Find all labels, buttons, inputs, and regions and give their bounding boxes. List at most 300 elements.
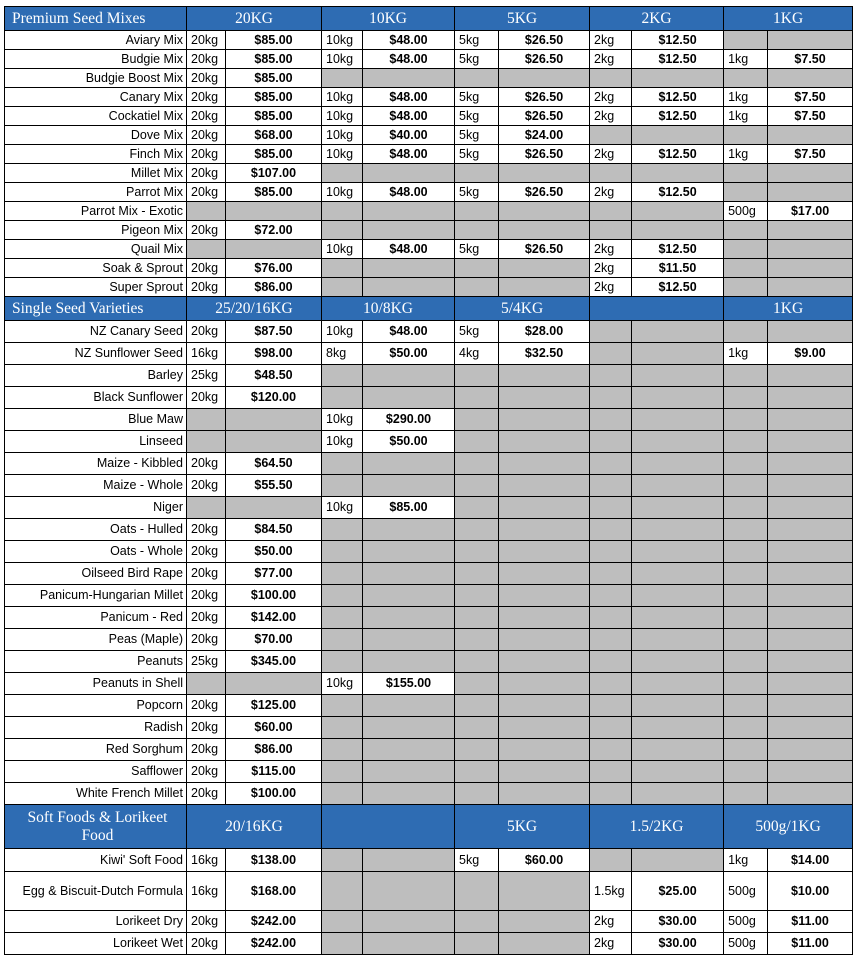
pack-size: 25kg [187,365,226,387]
pack-size: 10kg [322,240,363,259]
empty-cell [455,431,499,453]
size-column-header: 2KG [590,7,724,31]
empty-cell [724,651,768,673]
price: $14.00 [768,849,853,872]
empty-cell [590,343,632,365]
product-name: Maize - Whole [5,475,187,497]
pack-size: 10kg [322,145,363,164]
empty-cell [455,497,499,519]
product-name: Quail Mix [5,240,187,259]
empty-cell [499,563,590,585]
price: $26.50 [499,183,590,202]
empty-cell [632,519,724,541]
pack-size: 20kg [187,387,226,409]
product-name: Peanuts [5,651,187,673]
pack-size: 20kg [187,629,226,651]
empty-cell [499,278,590,297]
empty-cell [590,717,632,739]
price: $68.00 [226,126,322,145]
product-name: Panicum - Red [5,607,187,629]
empty-cell [455,164,499,183]
empty-cell [363,541,455,563]
product-row-budgie-mix [5,50,853,69]
price: $242.00 [226,911,322,933]
pack-size: 2kg [590,240,632,259]
empty-cell [455,629,499,651]
empty-cell [724,607,768,629]
price: $48.00 [363,240,455,259]
empty-cell [455,911,499,933]
empty-cell [499,202,590,221]
product-name: Canary Mix [5,88,187,107]
product-name: Oats - Hulled [5,519,187,541]
empty-cell [499,695,590,717]
empty-cell [632,343,724,365]
price: $7.50 [768,107,853,126]
pack-size: 2kg [590,933,632,955]
empty-cell [632,585,724,607]
pack-size: 10kg [322,673,363,695]
empty-cell [768,126,853,145]
price: $30.00 [632,933,724,955]
price: $168.00 [226,872,322,911]
empty-cell [632,69,724,88]
pack-size: 10kg [322,497,363,519]
pack-size: 10kg [322,126,363,145]
empty-cell [322,453,363,475]
size-column-header: 1.5/2KG [590,805,724,849]
pack-size: 20kg [187,278,226,297]
empty-cell [499,387,590,409]
empty-cell [590,541,632,563]
product-row-panicum-red [5,607,853,629]
pack-size: 5kg [455,31,499,50]
empty-cell [768,497,853,519]
price: $26.50 [499,50,590,69]
empty-cell [632,431,724,453]
product-name: Super Sprout [5,278,187,297]
empty-cell [768,761,853,783]
product-row-maize-whole [5,475,853,497]
product-name: Lorikeet Dry [5,911,187,933]
empty-cell [768,585,853,607]
empty-cell [590,202,632,221]
price: $26.50 [499,107,590,126]
empty-cell [499,164,590,183]
empty-cell [363,872,455,911]
empty-cell [363,695,455,717]
price: $17.00 [768,202,853,221]
price-list-table [4,6,853,955]
product-row-safflower [5,761,853,783]
price: $12.50 [632,31,724,50]
size-column-header: 10KG [322,7,455,31]
empty-cell [363,202,455,221]
product-row-canary-mix [5,88,853,107]
product-row-niger [5,497,853,519]
empty-cell [322,221,363,240]
empty-cell [363,387,455,409]
empty-cell [632,202,724,221]
price: $25.00 [632,872,724,911]
pack-size: 20kg [187,453,226,475]
empty-cell [768,563,853,585]
product-name: Blue Maw [5,409,187,431]
product-row-lorikeet-dry [5,911,853,933]
pack-size: 20kg [187,221,226,240]
pack-size: 20kg [187,695,226,717]
empty-cell [322,933,363,955]
empty-cell [499,911,590,933]
empty-cell [724,387,768,409]
price: $50.00 [363,343,455,365]
pack-size: 5kg [455,321,499,343]
empty-cell [768,387,853,409]
product-row-linseed [5,431,853,453]
product-row-panicum-hungarian-millet [5,585,853,607]
empty-cell [322,278,363,297]
empty-cell [499,497,590,519]
empty-cell [363,519,455,541]
pack-size: 10kg [322,107,363,126]
product-name: Soak & Sprout [5,259,187,278]
empty-cell [590,497,632,519]
pack-size: 2kg [590,911,632,933]
empty-cell [768,519,853,541]
empty-cell [455,739,499,761]
empty-cell [768,259,853,278]
price: $85.00 [226,107,322,126]
pack-size: 20kg [187,321,226,343]
price: $48.00 [363,321,455,343]
pack-size: 500g [724,202,768,221]
pack-size: 10kg [322,409,363,431]
empty-cell [724,31,768,50]
pack-size: 2kg [590,259,632,278]
empty-cell [724,585,768,607]
empty-cell [590,221,632,240]
empty-cell [455,278,499,297]
empty-cell [590,563,632,585]
price: $40.00 [363,126,455,145]
price: $70.00 [226,629,322,651]
pack-size: 5kg [455,145,499,164]
pack-size: 20kg [187,88,226,107]
empty-cell [768,783,853,805]
empty-cell [455,717,499,739]
empty-cell [499,783,590,805]
empty-cell [363,475,455,497]
price: $26.50 [499,145,590,164]
price: $77.00 [226,563,322,585]
empty-cell [455,259,499,278]
size-column-header: 500g/1KG [724,805,853,849]
empty-cell [590,126,632,145]
empty-cell [322,259,363,278]
section-header-single-seed-varieties [5,297,853,321]
empty-cell [322,541,363,563]
empty-cell [499,651,590,673]
price: $48.00 [363,145,455,164]
empty-cell [724,69,768,88]
empty-cell [768,453,853,475]
pack-size: 20kg [187,519,226,541]
product-row-parrot-mix-exotic [5,202,853,221]
product-name: Parrot Mix - Exotic [5,202,187,221]
empty-cell [455,519,499,541]
price: $60.00 [499,849,590,872]
price: $120.00 [226,387,322,409]
empty-cell [724,278,768,297]
price-list-body [5,7,853,955]
price: $86.00 [226,278,322,297]
empty-cell [724,453,768,475]
empty-cell [499,629,590,651]
price: $290.00 [363,409,455,431]
empty-cell [322,783,363,805]
empty-cell [590,651,632,673]
price: $7.50 [768,145,853,164]
pack-size: 20kg [187,107,226,126]
pack-size: 20kg [187,761,226,783]
product-row-oats-whole [5,541,853,563]
empty-cell [768,651,853,673]
pack-size: 20kg [187,126,226,145]
empty-cell [499,541,590,563]
product-name: Peanuts in Shell [5,673,187,695]
empty-cell [632,563,724,585]
empty-cell [363,453,455,475]
product-row-finch-mix [5,145,853,164]
price: $86.00 [226,739,322,761]
product-name: Lorikeet Wet [5,933,187,955]
empty-cell [590,673,632,695]
empty-cell [499,933,590,955]
empty-cell [632,126,724,145]
empty-cell [590,783,632,805]
price: $12.50 [632,240,724,259]
empty-cell [455,563,499,585]
empty-cell [363,783,455,805]
empty-cell [499,221,590,240]
price: $85.00 [226,69,322,88]
empty-cell [322,761,363,783]
pack-size: 1.5kg [590,872,632,911]
empty-cell [499,585,590,607]
empty-cell [322,563,363,585]
empty-cell [768,221,853,240]
empty-cell [455,695,499,717]
price: $142.00 [226,607,322,629]
empty-cell [590,409,632,431]
empty-cell [590,365,632,387]
empty-cell [187,673,226,695]
pack-size: 1kg [724,145,768,164]
product-name: Radish [5,717,187,739]
product-name: Finch Mix [5,145,187,164]
product-row-peanuts-in-shell [5,673,853,695]
pack-size: 5kg [455,240,499,259]
pack-size: 2kg [590,183,632,202]
size-column-header [322,805,455,849]
empty-cell [632,607,724,629]
empty-cell [768,321,853,343]
pack-size: 1kg [724,343,768,365]
price: $115.00 [226,761,322,783]
pack-size: 20kg [187,607,226,629]
pack-size: 2kg [590,50,632,69]
empty-cell [455,387,499,409]
pack-size: 25kg [187,651,226,673]
pack-size: 10kg [322,31,363,50]
price: $11.00 [768,933,853,955]
empty-cell [455,453,499,475]
price: $26.50 [499,31,590,50]
empty-cell [363,629,455,651]
price: $242.00 [226,933,322,955]
price: $10.00 [768,872,853,911]
pack-size: 5kg [455,126,499,145]
price: $125.00 [226,695,322,717]
pack-size: 8kg [322,343,363,365]
pack-size: 1kg [724,849,768,872]
product-name: Popcorn [5,695,187,717]
product-row-barley [5,365,853,387]
product-row-oilseed-bird-rape [5,563,853,585]
size-column-header: 1KG [724,297,853,321]
product-row-super-sprout [5,278,853,297]
product-row-cockatiel-mix [5,107,853,126]
empty-cell [226,431,322,453]
empty-cell [322,739,363,761]
price: $12.50 [632,88,724,107]
price: $48.00 [363,50,455,69]
pack-size: 1kg [724,107,768,126]
pack-size: 16kg [187,872,226,911]
empty-cell [590,519,632,541]
empty-cell [632,783,724,805]
price: $155.00 [363,673,455,695]
price: $48.50 [226,365,322,387]
product-name: Budgie Boost Mix [5,69,187,88]
price: $85.00 [226,183,322,202]
empty-cell [322,651,363,673]
pack-size: 20kg [187,69,226,88]
price: $48.00 [363,183,455,202]
empty-cell [768,607,853,629]
price: $55.50 [226,475,322,497]
product-row-maize-kibbled [5,453,853,475]
empty-cell [590,475,632,497]
pack-size: 20kg [187,50,226,69]
empty-cell [499,519,590,541]
empty-cell [632,629,724,651]
product-name: Oats - Whole [5,541,187,563]
pack-size: 20kg [187,145,226,164]
empty-cell [226,497,322,519]
product-name: Kiwi' Soft Food [5,849,187,872]
pack-size: 20kg [187,259,226,278]
price: $98.00 [226,343,322,365]
empty-cell [187,497,226,519]
empty-cell [632,453,724,475]
empty-cell [322,69,363,88]
empty-cell [455,607,499,629]
product-name: Millet Mix [5,164,187,183]
empty-cell [322,475,363,497]
empty-cell [724,365,768,387]
price: $48.00 [363,107,455,126]
empty-cell [632,739,724,761]
empty-cell [322,629,363,651]
empty-cell [499,761,590,783]
product-row-nz-canary-seed [5,321,853,343]
empty-cell [363,278,455,297]
empty-cell [590,585,632,607]
empty-cell [187,202,226,221]
empty-cell [768,278,853,297]
product-name: Pigeon Mix [5,221,187,240]
empty-cell [590,387,632,409]
price: $30.00 [632,911,724,933]
pack-size: 20kg [187,541,226,563]
product-row-black-sunflower [5,387,853,409]
product-name: NZ Sunflower Seed [5,343,187,365]
product-name: NZ Canary Seed [5,321,187,343]
empty-cell [363,933,455,955]
empty-cell [724,321,768,343]
price: $64.50 [226,453,322,475]
price: $48.00 [363,88,455,107]
pack-size: 20kg [187,183,226,202]
empty-cell [768,69,853,88]
pack-size: 20kg [187,585,226,607]
pack-size: 2kg [590,31,632,50]
product-name: Cockatiel Mix [5,107,187,126]
empty-cell [363,651,455,673]
empty-cell [322,387,363,409]
empty-cell [590,607,632,629]
product-row-parrot-mix [5,183,853,202]
size-column-header: 5KG [455,805,590,849]
empty-cell [455,933,499,955]
empty-cell [455,783,499,805]
section-header-premium-seed-mixes [5,7,853,31]
empty-cell [632,651,724,673]
empty-cell [322,164,363,183]
empty-cell [363,739,455,761]
empty-cell [499,607,590,629]
size-column-header: 1KG [724,7,853,31]
empty-cell [322,695,363,717]
price: $138.00 [226,849,322,872]
product-row-millet-mix [5,164,853,183]
empty-cell [632,717,724,739]
section-header-soft-foods-lorikeet-food [5,805,853,849]
empty-cell [724,164,768,183]
product-row-egg-biscuit-dutch-formula [5,872,853,911]
size-column-header: 25/20/16KG [187,297,322,321]
empty-cell [226,240,322,259]
product-name: Black Sunflower [5,387,187,409]
product-row-soak-sprout [5,259,853,278]
product-name: Panicum-Hungarian Millet [5,585,187,607]
product-row-radish [5,717,853,739]
empty-cell [632,221,724,240]
empty-cell [499,717,590,739]
empty-cell [363,607,455,629]
price: $12.50 [632,183,724,202]
